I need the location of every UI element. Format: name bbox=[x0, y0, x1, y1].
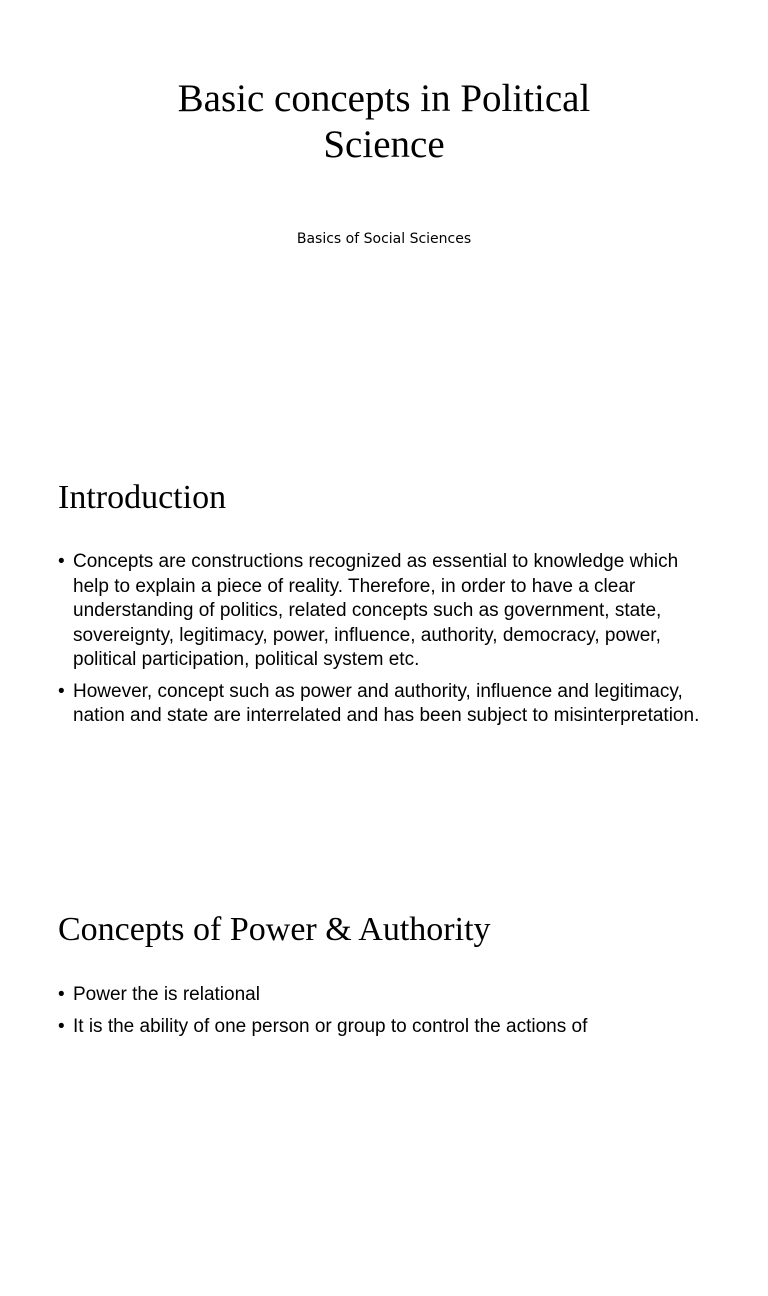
power-authority-bullet-list bbox=[58, 983, 718, 1046]
bullet-text: Concepts are constructions recognized as essential to knowledge which help to explain a piece of reality. Therefore, in order to have a clear understanding of politics, related concepts such as government, state, sovereignty, legitimacy, power, influence, authority, democracy, power, political participation, political system etc. bbox=[73, 551, 679, 670]
list-item bbox=[58, 680, 718, 729]
title-line-1: Basic concepts in Political bbox=[177, 77, 591, 120]
title-slide bbox=[0, 0, 768, 432]
bullet-text: It is the ability of one person or group to control the actions of bbox=[73, 1015, 588, 1037]
bullet-icon: • bbox=[58, 1015, 65, 1037]
introduction-bullet-list bbox=[58, 550, 718, 736]
bullet-icon: • bbox=[58, 984, 65, 1005]
list-item bbox=[58, 1015, 718, 1040]
list-item bbox=[58, 983, 718, 1008]
introduction-slide bbox=[0, 432, 768, 864]
power-authority-slide bbox=[0, 864, 768, 1296]
presentation-subtitle: Basics of Social Sciences bbox=[296, 231, 472, 247]
power-authority-heading: Concepts of Power & Authority bbox=[58, 911, 491, 948]
title-line-2: Science bbox=[323, 123, 445, 166]
bullet-icon: • bbox=[58, 551, 65, 572]
bullet-text: However, concept such as power and authority, influence and legitimacy, nation and state are interrelated and has been subject to misinterpretation. bbox=[73, 680, 700, 726]
bullet-icon: • bbox=[58, 680, 65, 702]
list-item bbox=[58, 550, 718, 673]
presentation-title bbox=[60, 76, 708, 168]
bullet-text: Power the is relational bbox=[73, 984, 260, 1005]
introduction-heading: Introduction bbox=[58, 479, 227, 516]
